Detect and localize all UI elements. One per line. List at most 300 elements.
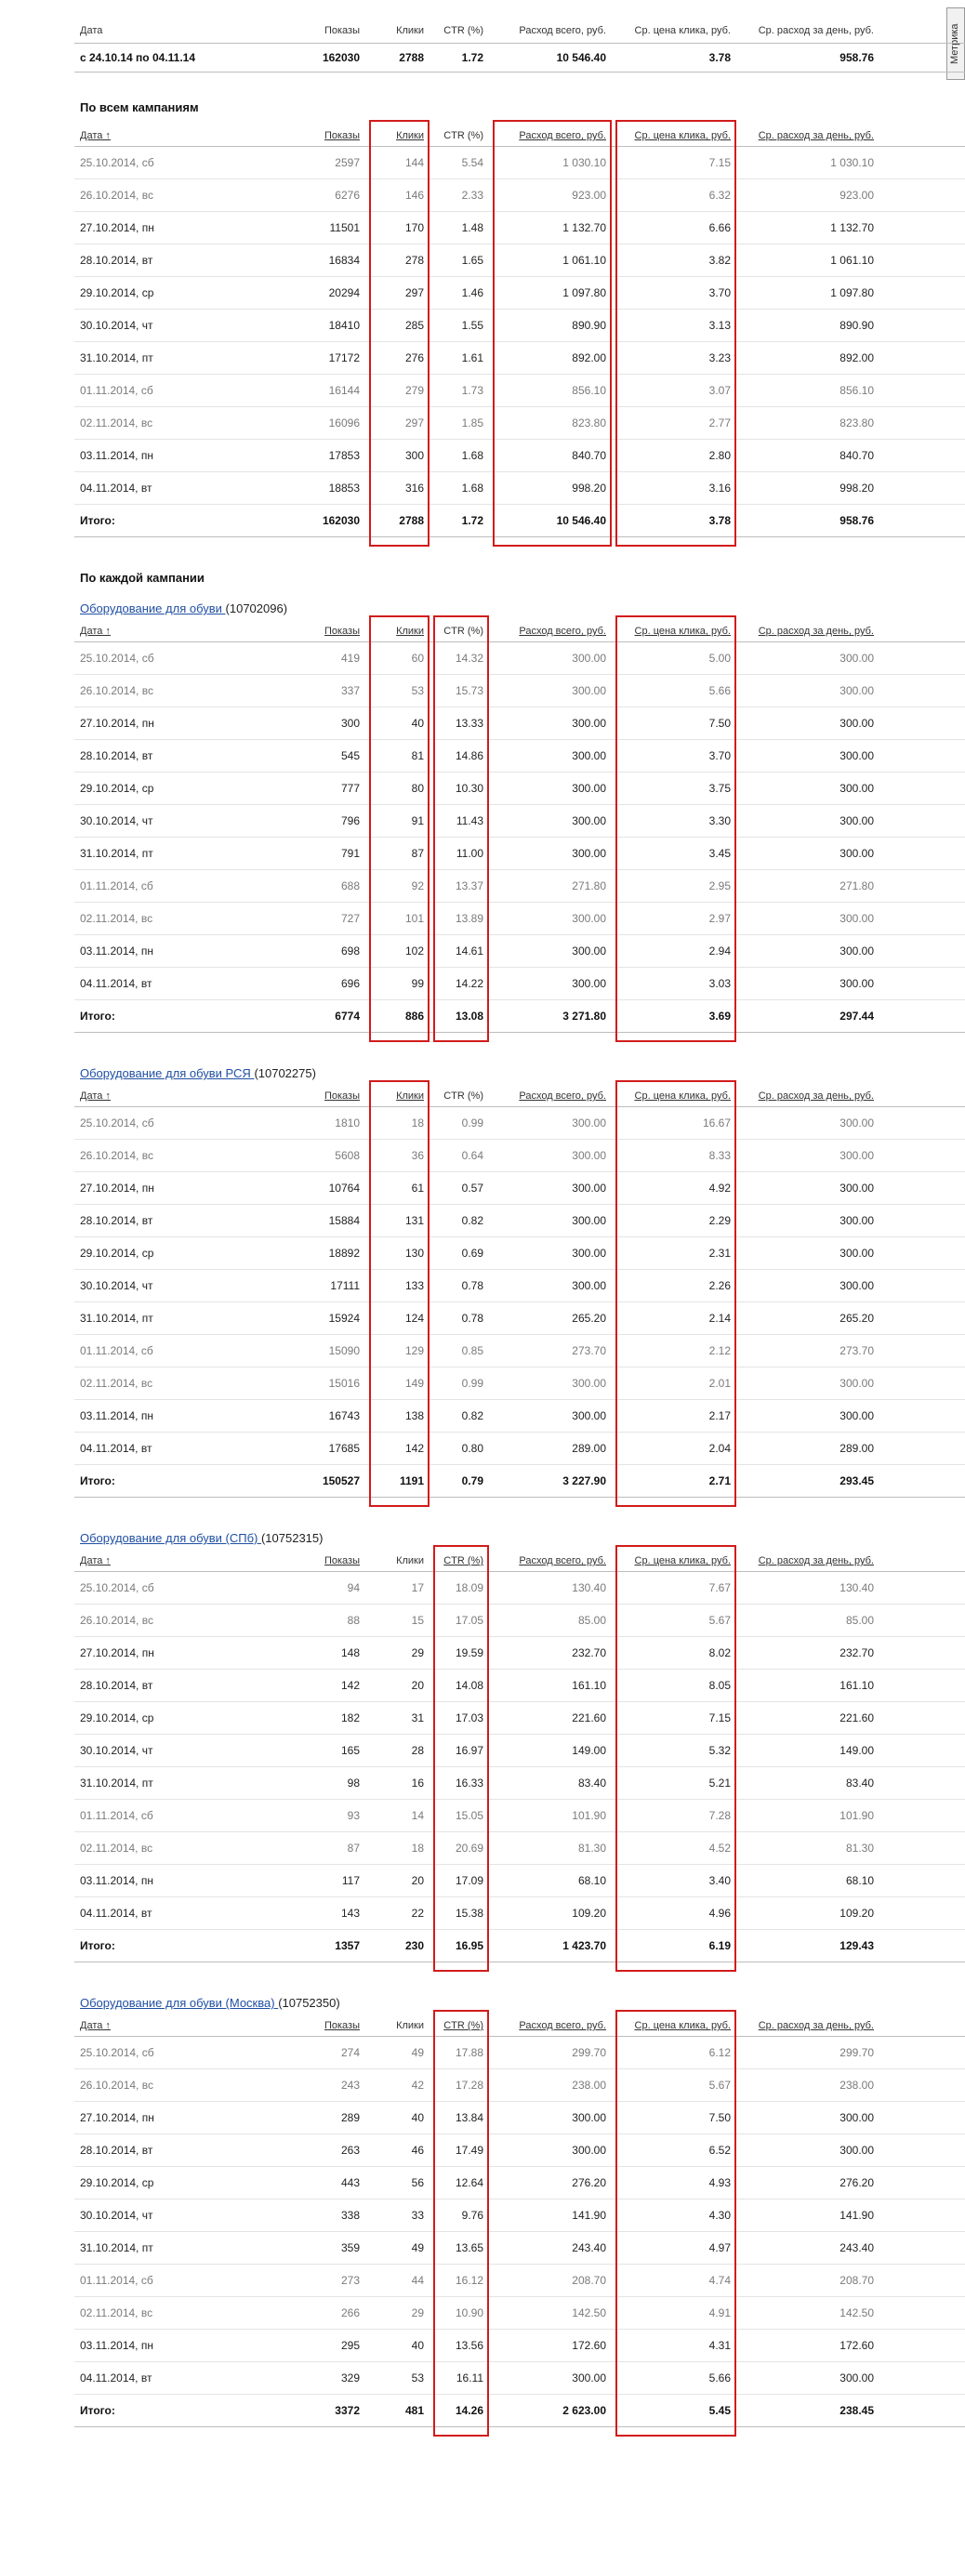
col-avg-cpc-header[interactable]: Ср. цена клика, руб. [612, 1551, 736, 1572]
spend-cell: 142.50 [489, 2297, 612, 2330]
avg-daily-spend-cell: 221.60 [736, 1702, 879, 1735]
avg-cpc-cell: 8.02 [612, 1637, 736, 1670]
col-avg-daily-spend-header[interactable]: Ср. расход за день, руб. [736, 1086, 879, 1107]
avg-cpc-cell: 4.74 [612, 2265, 736, 2297]
col-impressions-header[interactable]: Показы [291, 1086, 365, 1107]
impressions-cell: 18410 [291, 310, 365, 342]
impressions-cell: 698 [291, 935, 365, 968]
impressions-cell: 15016 [291, 1367, 365, 1400]
date-cell: 25.10.2014, сб [74, 1572, 291, 1605]
spend-cell: 300.00 [489, 1367, 612, 1400]
campaign-header-row [74, 1551, 965, 1572]
date-cell: 25.10.2014, сб [74, 1107, 291, 1140]
row-empty-cell [879, 1107, 965, 1140]
avg-cpc-cell: 2.29 [612, 1205, 736, 1237]
spend-cell: 300.00 [489, 805, 612, 838]
col-spend-header[interactable]: Расход всего, руб. [489, 125, 612, 147]
total-clicks-cell: 1191 [365, 1465, 430, 1498]
ctr-cell: 16.33 [430, 1767, 489, 1800]
impressions-cell: 289 [291, 2102, 365, 2134]
clicks-cell: 40 [365, 707, 430, 740]
clicks-cell: 18 [365, 1832, 430, 1865]
table-row [74, 472, 965, 505]
row-empty-cell [879, 903, 965, 935]
summary-table [74, 19, 965, 73]
row-empty-cell [879, 2265, 965, 2297]
avg-daily-spend-cell: 300.00 [736, 838, 879, 870]
date-cell: 02.11.2014, вс [74, 2297, 291, 2330]
impressions-cell: 545 [291, 740, 365, 773]
col-ctr-header[interactable]: CTR (%) [430, 2015, 489, 2037]
impressions-cell: 18892 [291, 1237, 365, 1270]
avg-cpc-cell: 5.66 [612, 2362, 736, 2395]
ctr-cell: 13.89 [430, 903, 489, 935]
avg-cpc-cell: 5.67 [612, 2069, 736, 2102]
clicks-cell: 99 [365, 968, 430, 1000]
spend-cell: 232.70 [489, 1637, 612, 1670]
avg-cpc-cell: 4.52 [612, 1832, 736, 1865]
campaign-table [74, 1086, 965, 1498]
row-empty-cell [879, 1140, 965, 1172]
campaign-link[interactable]: Оборудование для обуви [80, 601, 226, 615]
spend-cell: 856.10 [489, 375, 612, 407]
avg-cpc-cell: 4.30 [612, 2200, 736, 2232]
impressions-cell: 5608 [291, 1140, 365, 1172]
clicks-cell: 15 [365, 1605, 430, 1637]
table-row [74, 2330, 965, 2362]
spend-cell: 300.00 [489, 1400, 612, 1433]
total-impressions-cell: 3372 [291, 2395, 365, 2427]
clicks-cell: 44 [365, 2265, 430, 2297]
campaign-link[interactable]: Оборудование для обуви (Москва) [80, 1996, 279, 2010]
col-clicks: Клики [365, 19, 430, 44]
impressions-cell: 11501 [291, 212, 365, 244]
impressions-cell: 143 [291, 1897, 365, 1930]
table-row [74, 1572, 965, 1605]
date-cell: 28.10.2014, вт [74, 1205, 291, 1237]
campaign-id: (10702096) [225, 601, 288, 615]
total-row [74, 1465, 965, 1498]
total-avg-cpc-cell: 3.78 [612, 505, 736, 537]
clicks-cell: 33 [365, 2200, 430, 2232]
row-empty-cell [879, 870, 965, 903]
spend-cell: 300.00 [489, 773, 612, 805]
ctr-cell: 9.76 [430, 2200, 489, 2232]
col-impressions-header[interactable]: Показы [291, 2015, 365, 2037]
row-empty-cell [879, 740, 965, 773]
metrika-side-tab[interactable]: Метрика [946, 7, 965, 80]
col-avg-daily-spend-header[interactable]: Ср. расход за день, руб. [736, 621, 879, 642]
col-impressions-header[interactable]: Показы [291, 125, 365, 147]
row-empty-cell [879, 1865, 965, 1897]
spend-cell: 300.00 [489, 1172, 612, 1205]
row-empty-cell [879, 2200, 965, 2232]
col-avg-cpc-header[interactable]: Ср. цена клика, руб. [612, 1086, 736, 1107]
table-row [74, 1367, 965, 1400]
spend-cell: 300.00 [489, 1237, 612, 1270]
row-empty-cell [879, 1800, 965, 1832]
avg-cpc-cell: 7.50 [612, 2102, 736, 2134]
col-avg-cpc-header[interactable]: Ср. цена клика, руб. [612, 125, 736, 147]
avg-cpc-cell: 2.14 [612, 1302, 736, 1335]
clicks-cell: 16 [365, 1767, 430, 1800]
col-date-header[interactable]: Дата ↑ [74, 621, 291, 642]
impressions-cell: 165 [291, 1735, 365, 1767]
spend-cell: 300.00 [489, 1140, 612, 1172]
impressions-cell: 243 [291, 2069, 365, 2102]
ctr-cell: 0.78 [430, 1302, 489, 1335]
ctr-cell: 5.54 [430, 147, 489, 179]
impressions-cell: 274 [291, 2037, 365, 2069]
impressions-cell: 20294 [291, 277, 365, 310]
col-impressions-header[interactable]: Показы [291, 1551, 365, 1572]
table-row [74, 1433, 965, 1465]
table-row [74, 1767, 965, 1800]
table-row [74, 2167, 965, 2200]
spend-cell: 300.00 [489, 2362, 612, 2395]
total-row [74, 505, 965, 537]
ctr-cell: 10.90 [430, 2297, 489, 2330]
impressions-cell: 88 [291, 1605, 365, 1637]
avg-daily-spend-cell: 1 097.80 [736, 277, 879, 310]
table-row [74, 407, 965, 440]
table-row [74, 2232, 965, 2265]
campaign-block [74, 2015, 965, 2427]
date-cell: 04.11.2014, вт [74, 1433, 291, 1465]
table-row [74, 968, 965, 1000]
avg-cpc-cell: 4.91 [612, 2297, 736, 2330]
spend-cell: 299.70 [489, 2037, 612, 2069]
avg-cpc-cell: 2.95 [612, 870, 736, 903]
stats-report [74, 19, 965, 2427]
per-campaign-title: По каждой кампании [80, 571, 205, 585]
total-date-cell: Итого: [74, 1465, 291, 1498]
ctr-cell: 17.88 [430, 2037, 489, 2069]
date-cell: 29.10.2014, ср [74, 277, 291, 310]
avg-cpc-cell: 4.93 [612, 2167, 736, 2200]
spend-cell: 923.00 [489, 179, 612, 212]
clicks-cell: 87 [365, 838, 430, 870]
total-spend-cell: 2 623.00 [489, 2395, 612, 2427]
impressions-cell: 263 [291, 2134, 365, 2167]
all-campaigns-title: По всем кампаниям [80, 100, 199, 114]
impressions-cell: 796 [291, 805, 365, 838]
spend-cell: 300.00 [489, 740, 612, 773]
campaign-title [80, 1531, 965, 1545]
col-spend-header[interactable]: Расход всего, руб. [489, 1551, 612, 1572]
table-row [74, 277, 965, 310]
impressions-cell: 6276 [291, 179, 365, 212]
row-empty-cell [879, 707, 965, 740]
avg-cpc-cell: 5.32 [612, 1735, 736, 1767]
date-cell: 28.10.2014, вт [74, 244, 291, 277]
avg-cpc-cell: 6.52 [612, 2134, 736, 2167]
date-cell: 04.11.2014, вт [74, 472, 291, 505]
avg-cpc-cell: 2.97 [612, 903, 736, 935]
avg-daily-spend-cell: 273.70 [736, 1335, 879, 1367]
col-avg-cpc-header[interactable]: Ср. цена клика, руб. [612, 621, 736, 642]
summary-impressions: 162030 [291, 44, 365, 73]
date-cell: 03.11.2014, пн [74, 2330, 291, 2362]
row-empty-cell [879, 1302, 965, 1335]
col-ctr-header[interactable]: CTR (%) [430, 1551, 489, 1572]
date-cell: 04.11.2014, вт [74, 1897, 291, 1930]
date-cell: 03.11.2014, пн [74, 1865, 291, 1897]
avg-cpc-cell: 3.70 [612, 740, 736, 773]
col-avg-daily-spend-header[interactable]: Ср. расход за день, руб. [736, 2015, 879, 2037]
avg-cpc-cell: 3.75 [612, 773, 736, 805]
campaign-header-row [74, 621, 965, 642]
row-empty-cell [879, 2362, 965, 2395]
ctr-cell: 11.00 [430, 838, 489, 870]
table-row [74, 2297, 965, 2330]
avg-daily-spend-cell: 149.00 [736, 1735, 879, 1767]
row-empty-cell [879, 407, 965, 440]
ctr-cell: 15.73 [430, 675, 489, 707]
clicks-cell: 300 [365, 440, 430, 472]
row-empty-cell [879, 2330, 965, 2362]
col-spend-header[interactable]: Расход всего, руб. [489, 621, 612, 642]
avg-daily-spend-cell: 141.90 [736, 2200, 879, 2232]
clicks-cell: 149 [365, 1367, 430, 1400]
avg-cpc-cell: 2.12 [612, 1335, 736, 1367]
ctr-cell: 2.33 [430, 179, 489, 212]
campaign-block [74, 621, 965, 1033]
ctr-cell: 13.33 [430, 707, 489, 740]
total-spend-cell: 10 546.40 [489, 505, 612, 537]
col-avg-daily-spend-header[interactable]: Ср. расход за день, руб. [736, 1551, 879, 1572]
spend-cell: 892.00 [489, 342, 612, 375]
date-cell: 31.10.2014, пт [74, 342, 291, 375]
total-avg-cpc-cell: 3.69 [612, 1000, 736, 1033]
table-row [74, 179, 965, 212]
col-spend-header[interactable]: Расход всего, руб. [489, 2015, 612, 2037]
impressions-cell: 87 [291, 1832, 365, 1865]
avg-cpc-cell: 5.21 [612, 1767, 736, 1800]
avg-daily-spend-cell: 1 132.70 [736, 212, 879, 244]
date-cell: 31.10.2014, пт [74, 1767, 291, 1800]
col-avg-daily-spend-header[interactable]: Ср. расход за день, руб. [736, 125, 879, 147]
ctr-cell: 0.69 [430, 1237, 489, 1270]
spend-cell: 238.00 [489, 2069, 612, 2102]
col-date-header[interactable]: Дата ↑ [74, 125, 291, 147]
table-row [74, 805, 965, 838]
ctr-cell: 11.43 [430, 805, 489, 838]
avg-daily-spend-cell: 300.00 [736, 642, 879, 675]
avg-cpc-cell: 3.45 [612, 838, 736, 870]
row-empty-cell [879, 1605, 965, 1637]
avg-cpc-cell: 3.13 [612, 310, 736, 342]
row-empty-cell [879, 1832, 965, 1865]
date-cell: 28.10.2014, вт [74, 740, 291, 773]
col-avg-cpc-header[interactable]: Ср. цена клика, руб. [612, 2015, 736, 2037]
table-row [74, 1832, 965, 1865]
total-avg-cpc-cell: 6.19 [612, 1930, 736, 1962]
row-empty-cell [879, 2037, 965, 2069]
impressions-cell: 791 [291, 838, 365, 870]
row-empty-cell [879, 440, 965, 472]
avg-daily-spend-cell: 208.70 [736, 2265, 879, 2297]
ctr-cell: 17.49 [430, 2134, 489, 2167]
impressions-cell: 98 [291, 1767, 365, 1800]
col-clicks-header[interactable]: Клики [365, 125, 430, 147]
date-cell: 01.11.2014, сб [74, 2265, 291, 2297]
avg-daily-spend-cell: 271.80 [736, 870, 879, 903]
col-impressions-header[interactable]: Показы [291, 621, 365, 642]
row-empty-cell [879, 1400, 965, 1433]
row-empty-cell [879, 1735, 965, 1767]
avg-daily-spend-cell: 300.00 [736, 1172, 879, 1205]
avg-daily-spend-cell: 243.40 [736, 2232, 879, 2265]
ctr-cell: 0.64 [430, 1140, 489, 1172]
avg-cpc-cell: 6.32 [612, 179, 736, 212]
spend-cell: 300.00 [489, 968, 612, 1000]
table-row [74, 1865, 965, 1897]
campaign-link[interactable]: Оборудование для обуви (СПб) [80, 1531, 261, 1545]
spend-cell: 300.00 [489, 1205, 612, 1237]
ctr-cell: 14.08 [430, 1670, 489, 1702]
avg-cpc-cell: 3.30 [612, 805, 736, 838]
avg-daily-spend-cell: 300.00 [736, 1107, 879, 1140]
avg-daily-spend-cell: 300.00 [736, 968, 879, 1000]
col-spend-header[interactable]: Расход всего, руб. [489, 1086, 612, 1107]
date-cell: 26.10.2014, вс [74, 2069, 291, 2102]
avg-daily-spend-cell: 142.50 [736, 2297, 879, 2330]
avg-daily-spend-cell: 300.00 [736, 740, 879, 773]
spend-cell: 83.40 [489, 1767, 612, 1800]
avg-daily-spend-cell: 300.00 [736, 2102, 879, 2134]
total-clicks-cell: 481 [365, 2395, 430, 2427]
impressions-cell: 2597 [291, 147, 365, 179]
row-empty-cell [879, 1670, 965, 1702]
campaign-link[interactable]: Оборудование для обуви РСЯ [80, 1066, 255, 1080]
avg-cpc-cell: 7.15 [612, 1702, 736, 1735]
clicks-cell: 36 [365, 1140, 430, 1172]
impressions-cell: 17111 [291, 1270, 365, 1302]
col-date-header[interactable]: Дата ↑ [74, 1086, 291, 1107]
date-cell: 01.11.2014, сб [74, 1800, 291, 1832]
col-date-header[interactable]: Дата ↑ [74, 1551, 291, 1572]
impressions-cell: 300 [291, 707, 365, 740]
spend-cell: 243.40 [489, 2232, 612, 2265]
row-empty-cell [879, 342, 965, 375]
avg-cpc-cell: 3.23 [612, 342, 736, 375]
summary-row [74, 44, 965, 73]
col-impressions: Показы [291, 19, 365, 44]
avg-daily-spend-cell: 109.20 [736, 1897, 879, 1930]
impressions-cell: 17172 [291, 342, 365, 375]
col-ctr-header[interactable]: CTR (%) [430, 125, 489, 147]
ctr-cell: 15.38 [430, 1897, 489, 1930]
table-row [74, 375, 965, 407]
total-impressions-cell: 162030 [291, 505, 365, 537]
clicks-cell: 31 [365, 1702, 430, 1735]
total-avg-daily-spend-cell: 297.44 [736, 1000, 879, 1033]
total-impressions-cell: 150527 [291, 1465, 365, 1498]
col-ctr-header[interactable]: CTR (%) [430, 1086, 489, 1107]
total-clicks-cell: 886 [365, 1000, 430, 1033]
clicks-cell: 279 [365, 375, 430, 407]
col-clicks-header[interactable]: Клики [365, 2015, 430, 2037]
summary-period: с 24.10.14 по 04.11.14 [74, 44, 291, 73]
clicks-cell: 29 [365, 2297, 430, 2330]
summary-avg-daily-spend: 958.76 [736, 44, 879, 73]
avg-daily-spend-cell: 1 030.10 [736, 147, 879, 179]
impressions-cell: 10764 [291, 1172, 365, 1205]
date-cell: 27.10.2014, пн [74, 1637, 291, 1670]
table-row [74, 707, 965, 740]
ctr-cell: 17.28 [430, 2069, 489, 2102]
row-empty-cell [879, 1767, 965, 1800]
total-ctr-cell: 14.26 [430, 2395, 489, 2427]
clicks-cell: 130 [365, 1237, 430, 1270]
avg-daily-spend-cell: 232.70 [736, 1637, 879, 1670]
date-cell: 01.11.2014, сб [74, 375, 291, 407]
clicks-cell: 278 [365, 244, 430, 277]
clicks-cell: 91 [365, 805, 430, 838]
spend-cell: 1 061.10 [489, 244, 612, 277]
date-cell: 31.10.2014, пт [74, 1302, 291, 1335]
table-row [74, 1237, 965, 1270]
table-row [74, 244, 965, 277]
date-cell: 25.10.2014, сб [74, 147, 291, 179]
ctr-cell: 1.73 [430, 375, 489, 407]
row-empty-cell [879, 212, 965, 244]
spend-cell: 300.00 [489, 675, 612, 707]
col-date-header[interactable]: Дата ↑ [74, 2015, 291, 2037]
clicks-cell: 142 [365, 1433, 430, 1465]
ctr-cell: 1.68 [430, 472, 489, 505]
table-row [74, 2037, 965, 2069]
col-clicks-header[interactable]: Клики [365, 1086, 430, 1107]
avg-daily-spend-cell: 998.20 [736, 472, 879, 505]
col-clicks-header[interactable]: Клики [365, 1551, 430, 1572]
date-cell: 03.11.2014, пн [74, 1400, 291, 1433]
col-avg-daily-spend: Ср. расход за день, руб. [736, 19, 879, 44]
avg-daily-spend-cell: 101.90 [736, 1800, 879, 1832]
date-cell: 29.10.2014, ср [74, 1237, 291, 1270]
impressions-cell: 273 [291, 2265, 365, 2297]
col-clicks-header[interactable]: Клики [365, 621, 430, 642]
ctr-cell: 0.57 [430, 1172, 489, 1205]
row-empty-cell [879, 1172, 965, 1205]
summary-clicks: 2788 [365, 44, 430, 73]
table-row [74, 1800, 965, 1832]
avg-cpc-cell: 2.26 [612, 1270, 736, 1302]
row-empty-cell [879, 838, 965, 870]
spend-cell: 823.80 [489, 407, 612, 440]
table-row [74, 1637, 965, 1670]
total-spend-cell: 3 227.90 [489, 1465, 612, 1498]
clicks-cell: 285 [365, 310, 430, 342]
col-ctr-header[interactable]: CTR (%) [430, 621, 489, 642]
ctr-cell: 14.32 [430, 642, 489, 675]
table-row [74, 1302, 965, 1335]
spend-cell: 208.70 [489, 2265, 612, 2297]
ctr-cell: 1.61 [430, 342, 489, 375]
col-empty [879, 1086, 965, 1107]
avg-daily-spend-cell: 83.40 [736, 1767, 879, 1800]
spend-cell: 68.10 [489, 1865, 612, 1897]
avg-cpc-cell: 3.07 [612, 375, 736, 407]
row-empty-cell [879, 2069, 965, 2102]
ctr-cell: 15.05 [430, 1800, 489, 1832]
spend-cell: 81.30 [489, 1832, 612, 1865]
row-empty-cell [879, 179, 965, 212]
table-row [74, 440, 965, 472]
avg-daily-spend-cell: 172.60 [736, 2330, 879, 2362]
clicks-cell: 276 [365, 342, 430, 375]
